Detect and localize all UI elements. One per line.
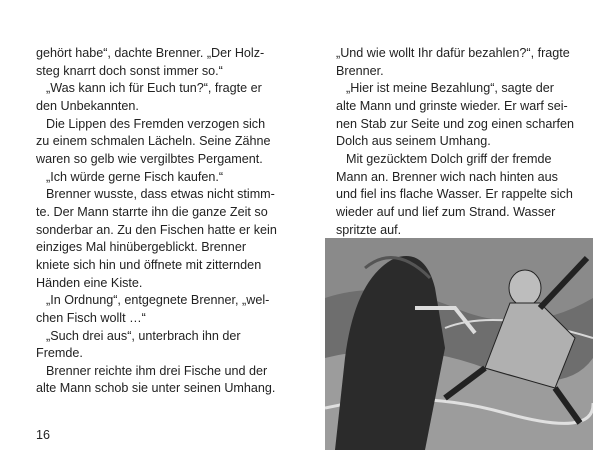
text-line: Brenner. bbox=[336, 63, 384, 78]
text-line: „Ich würde gerne Fisch kaufen.“ bbox=[46, 169, 224, 184]
text-line: spritzte auf. bbox=[336, 222, 402, 237]
text-line: sonderbar an. Zu den Fischen hatte er kein bbox=[36, 222, 277, 237]
text-line: steg knarrt doch sonst immer so.“ bbox=[36, 63, 223, 78]
text-line: den Unbekannten. bbox=[36, 98, 139, 113]
text-line: „Was kann ich für Euch tun?“, fragte er bbox=[46, 81, 262, 96]
text-line: zu einem schmalen Lächeln. Seine Zähne bbox=[36, 134, 271, 149]
text-line: gehört habe“, dachte Brenner. „Der Holz- bbox=[36, 46, 265, 60]
text-line: „Und wie wollt Ihr dafür bezahlen?“, fragte bbox=[336, 46, 570, 60]
text-line: „Hier ist meine Bezahlung“, sagte der bbox=[346, 81, 554, 96]
text-line: Brenner wusste, dass etwas nicht stimm- bbox=[46, 187, 275, 202]
text-line: und fiel ins flache Wasser. Er rappelte sich bbox=[336, 187, 573, 202]
right-text-column bbox=[336, 45, 576, 239]
text-line: nen Stab zur Seite und zog einen scharfen bbox=[336, 116, 575, 131]
text-line: waren so gelb wie vergilbtes Pergament. bbox=[36, 151, 263, 166]
text-line: Händen eine Kiste. bbox=[36, 275, 143, 290]
text-line: wieder auf und lief zum Strand. Wasser bbox=[336, 204, 556, 219]
left-text-column bbox=[36, 45, 276, 398]
text-line: Dolch aus seinem Umhang. bbox=[336, 134, 491, 149]
text-line: „Such drei aus“, unterbrach ihn der bbox=[46, 328, 241, 343]
text-line: Mann an. Brenner wich nach hinten aus bbox=[336, 169, 558, 184]
text-line: alte Mann und grinste wieder. Er warf sei- bbox=[336, 98, 568, 113]
page-number: 16 bbox=[36, 428, 51, 442]
text-line: Fremde. bbox=[36, 346, 83, 361]
illustration-hooded-man-attacking-fisherman bbox=[325, 238, 593, 450]
text-line: Brenner reichte ihm drei Fische und der bbox=[46, 363, 268, 378]
text-line: kniete sich hin und öffnete mit zitternden bbox=[36, 257, 262, 272]
text-line: Die Lippen des Fremden verzogen sich bbox=[46, 116, 266, 131]
text-line: alte Mann schob sie unter seinen Umhang. bbox=[36, 381, 276, 396]
text-line: „In Ordnung“, entgegnete Brenner, „wel- bbox=[46, 293, 270, 308]
text-line: Mit gezücktem Dolch griff der fremde bbox=[346, 151, 552, 166]
text-line: te. Der Mann starrte ihn die ganze Zeit so bbox=[36, 204, 268, 219]
text-line: chen Fisch wollt …“ bbox=[36, 310, 146, 325]
text-line: einziges Mal hinübergeblickt. Brenner bbox=[36, 240, 247, 255]
